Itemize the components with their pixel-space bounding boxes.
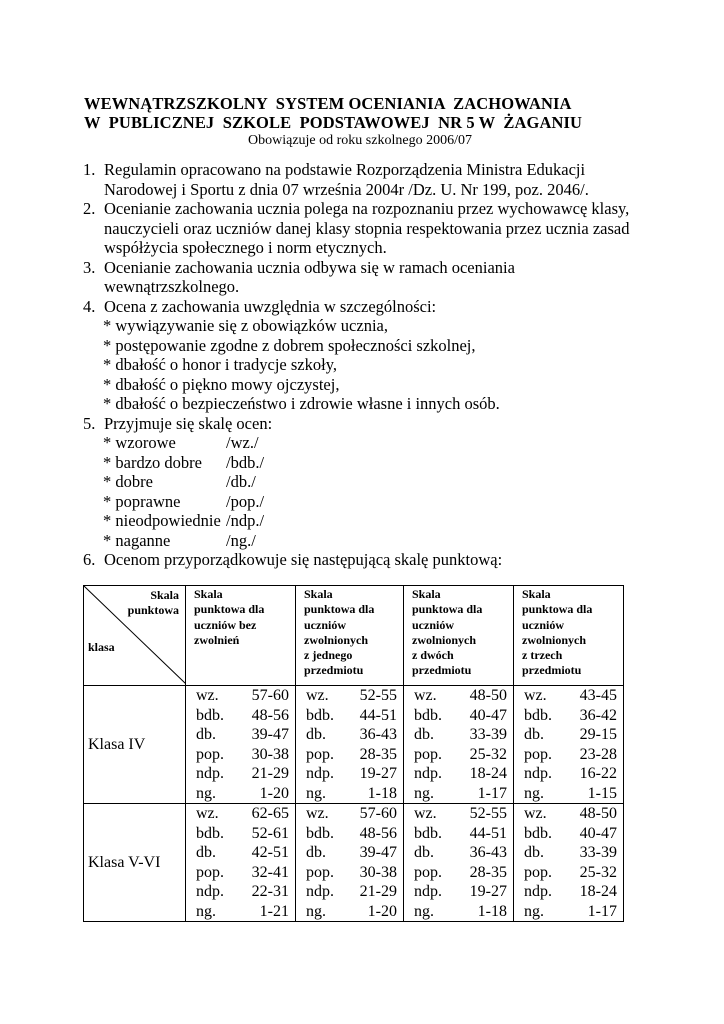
item-text: Ocenianie zachowania ucznia polega na rozpoznaniu przez wychowawcę klasy, nauczycieli oraz uczniów danej klasy stopnia respektowania przez ucznia zasad współżycia społecznego i norm etycznych.	[104, 199, 630, 257]
criteria-item: * dbałość o bezpieczeństwo i zdrowie własne i innych osób.	[103, 394, 500, 413]
header-line: Skala	[522, 587, 551, 601]
grade-abbr: ng.	[306, 902, 326, 920]
grade-row	[414, 764, 507, 784]
grade-points-cell	[404, 686, 514, 804]
grade-abbr: ng.	[414, 784, 434, 802]
scale-name: * poprawne	[103, 491, 181, 511]
grade-abbr: db.	[196, 844, 216, 861]
criteria-item: * dbałość o piękno mowy ojczystej,	[103, 374, 340, 394]
item-number: 1.	[83, 160, 96, 179]
grade-abbr: ndp.	[524, 765, 552, 782]
grade-abbr: ng.	[196, 784, 216, 802]
column-header	[296, 586, 404, 686]
grade-abbr: pop.	[196, 745, 224, 763]
grade-abbr: db.	[306, 844, 326, 861]
grade-range: 48-50	[469, 687, 507, 704]
grade-row	[306, 882, 397, 902]
scale-name: * naganne	[103, 530, 171, 550]
header-line: zwolnionych	[412, 632, 477, 647]
scale-item	[103, 472, 643, 492]
item-number: 4.	[83, 296, 96, 316]
grade-abbr: ng.	[196, 902, 216, 920]
regulation-item-6	[83, 550, 643, 570]
grade-range: 40-47	[579, 824, 617, 842]
grade-row	[306, 804, 397, 824]
grade-range: 33-39	[579, 844, 617, 861]
scale-item	[103, 433, 643, 453]
item-number: 3.	[83, 257, 96, 277]
grade-range: 21-29	[251, 765, 289, 782]
grade-row	[196, 843, 289, 863]
grade-points-cell	[404, 804, 514, 922]
regulation-item-4	[83, 297, 643, 317]
grade-abbr: bdb.	[414, 706, 442, 724]
grade-range: 40-47	[469, 706, 507, 724]
scale-name: * bardzo dobre	[103, 452, 202, 472]
item-text: Przyjmuje się skalę ocen:	[104, 413, 273, 433]
grade-row	[414, 843, 507, 863]
grade-abbr: ng.	[524, 784, 544, 802]
grade-abbr: ndp.	[414, 883, 442, 900]
grade-range: 52-55	[469, 805, 507, 822]
grade-points-cell	[296, 686, 404, 804]
grade-row	[524, 824, 617, 844]
header-line: zwolnionych	[304, 632, 369, 647]
corner-label-line: Skala	[150, 588, 179, 602]
grade-range: 42-51	[251, 844, 289, 861]
scale-abbr: /bdb./	[226, 452, 265, 472]
header-line: punktowa dla	[194, 602, 265, 617]
grade-abbr: pop.	[524, 745, 552, 763]
grade-abbr: wz.	[306, 805, 329, 822]
header-line: zwolnień	[194, 632, 240, 647]
table-corner-cell	[84, 586, 186, 686]
grade-range: 36-43	[359, 726, 397, 743]
grade-row	[196, 764, 289, 784]
grade-row	[196, 784, 289, 804]
grade-row	[196, 882, 289, 902]
grade-range: 48-50	[579, 805, 617, 822]
grade-row	[196, 902, 289, 922]
grade-range: 32-41	[251, 863, 289, 881]
grade-abbr: wz.	[196, 687, 219, 704]
grade-points-cell	[186, 804, 296, 922]
column-header	[514, 586, 624, 686]
grade-points-cell	[296, 804, 404, 922]
regulation-item-5	[83, 414, 643, 434]
grade-abbr: ng.	[306, 784, 326, 802]
grade-range: 52-55	[359, 687, 397, 704]
grade-abbr: db.	[524, 844, 544, 861]
grade-range: 1-17	[477, 784, 507, 802]
grade-row	[414, 804, 507, 824]
class-label: Klasa V-VI	[84, 804, 186, 922]
grade-range: 16-22	[579, 765, 617, 782]
grade-row	[524, 882, 617, 902]
grade-range: 62-65	[251, 805, 289, 822]
grade-row	[524, 902, 617, 922]
corner-label-line: punktowa	[127, 603, 179, 618]
header-line: uczniów	[522, 617, 564, 632]
grade-abbr: bdb.	[306, 706, 334, 724]
grade-abbr: wz.	[524, 687, 547, 704]
grade-abbr: ndp.	[306, 765, 334, 782]
item-text: Ocenianie zachowania ucznia odbywa się w ramach oceniania wewnątrzszkolnego.	[104, 257, 515, 296]
grade-abbr: wz.	[414, 805, 437, 822]
grade-row	[196, 745, 289, 765]
document-subtitle: Obowiązuje od roku szkolnego 2006/07	[248, 133, 472, 148]
header-line: punktowa dla	[304, 602, 375, 617]
grade-row	[306, 764, 397, 784]
item-text: Regulamin opracowano na podstawie Rozporządzenia Ministra Edukacji Narodowej i Sportu z dnia 07 września 2004r /Dz. U. Nr 199, poz. 2046/.	[104, 160, 589, 199]
grade-row	[414, 824, 507, 844]
item-number: 2.	[83, 199, 96, 218]
grade-row	[196, 824, 289, 844]
grade-abbr: pop.	[524, 863, 552, 881]
grade-row	[196, 863, 289, 883]
item-number: 6.	[83, 550, 96, 569]
grade-row	[414, 882, 507, 902]
grade-range: 25-32	[469, 745, 507, 763]
header-line: uczniów	[304, 617, 346, 632]
grade-range: 28-35	[359, 745, 397, 763]
grade-range: 21-29	[359, 883, 397, 900]
grade-range: 1-15	[587, 784, 617, 802]
grade-abbr: pop.	[414, 745, 442, 763]
grade-range: 52-61	[251, 824, 289, 842]
scale-item	[103, 492, 643, 512]
item-number: 5.	[83, 413, 96, 433]
grade-range: 25-32	[579, 863, 617, 881]
grade-row	[306, 706, 397, 726]
grade-row	[306, 784, 397, 804]
grade-abbr: pop.	[306, 745, 334, 763]
scale-abbr: /ndp./	[226, 511, 265, 530]
grade-row	[524, 843, 617, 863]
scale-abbr: /wz./	[226, 433, 259, 452]
grade-row	[524, 725, 617, 745]
table-row	[84, 804, 624, 922]
grade-row	[196, 686, 289, 706]
scale-name: * wzorowe	[103, 433, 176, 452]
grade-abbr: ndp.	[306, 883, 334, 900]
grade-abbr: ndp.	[196, 765, 224, 782]
grade-row	[306, 843, 397, 863]
regulation-item-3	[83, 258, 643, 297]
table-header-row	[84, 586, 624, 686]
grade-row	[196, 706, 289, 726]
grade-row	[306, 863, 397, 883]
grade-range: 28-35	[469, 863, 507, 881]
header-line: uczniów	[412, 617, 454, 632]
grade-abbr: db.	[524, 726, 544, 743]
header-line: Skala	[304, 587, 333, 601]
grade-abbr: ng.	[524, 902, 544, 920]
criteria-item: * wywiązywanie się z obowiązków ucznia,	[103, 316, 388, 335]
grade-row	[306, 902, 397, 922]
grade-row	[306, 824, 397, 844]
grade-row	[414, 706, 507, 726]
scale-abbr: /ng./	[226, 530, 256, 550]
grade-range: 36-42	[579, 706, 617, 724]
grade-row	[306, 745, 397, 765]
grade-range: 33-39	[469, 726, 507, 743]
grade-range: 30-38	[359, 863, 397, 881]
grade-abbr: bdb.	[196, 824, 224, 842]
header-line: z dwóch	[412, 648, 454, 663]
grade-row	[196, 725, 289, 745]
grade-range: 1-17	[587, 902, 617, 920]
grade-range: 1-18	[477, 902, 507, 920]
grade-row	[524, 863, 617, 883]
grade-range: 39-47	[251, 726, 289, 743]
grade-abbr: pop.	[196, 863, 224, 881]
grade-row	[414, 784, 507, 804]
header-line: uczniów bez	[194, 617, 257, 632]
scale-name: * dobre	[103, 472, 153, 491]
grade-row	[524, 804, 617, 824]
document-title-line-1: WEWNĄTRZSZKOLNY SYSTEM OCENIANIA ZACHOWANIA	[84, 94, 572, 113]
grade-range: 19-27	[359, 765, 397, 782]
grade-range: 48-56	[251, 706, 289, 724]
grade-abbr: ndp.	[524, 883, 552, 900]
grade-abbr: wz.	[524, 805, 547, 822]
document-title-line-2: W PUBLICZNEJ SZKOLE PODSTAWOWEJ NR 5 W ŻAGANIU	[84, 113, 583, 132]
grade-row	[414, 725, 507, 745]
grade-row	[414, 863, 507, 883]
grade-range: 18-24	[579, 883, 617, 900]
header-line: punktowa dla	[412, 602, 483, 617]
grade-row	[524, 686, 617, 706]
criteria-item: * dbałość o honor i tradycje szkoły,	[103, 355, 337, 374]
grade-range: 30-38	[251, 745, 289, 763]
grade-row	[414, 686, 507, 706]
grade-points-cell	[514, 804, 624, 922]
grade-range: 29-15	[579, 726, 617, 743]
corner-label-top	[128, 588, 179, 619]
grade-range: 1-18	[367, 784, 397, 802]
grade-range: 43-45	[579, 687, 617, 704]
grade-row	[524, 764, 617, 784]
grade-range: 18-24	[469, 765, 507, 782]
grade-range: 1-20	[259, 784, 289, 802]
grade-range: 48-56	[359, 824, 397, 842]
grade-range: 57-60	[251, 687, 289, 704]
criteria-item: * postępowanie zgodne z dobrem społeczności szkolnej,	[103, 335, 476, 355]
grade-abbr: bdb.	[306, 824, 334, 842]
grade-row	[196, 804, 289, 824]
grade-abbr: db.	[414, 726, 434, 743]
grade-abbr: bdb.	[414, 824, 442, 842]
column-header	[186, 586, 296, 686]
scale-item	[103, 453, 643, 473]
grade-abbr: db.	[306, 726, 326, 743]
grade-row	[524, 745, 617, 765]
header-line: przedmiotu	[412, 663, 472, 678]
grade-abbr: wz.	[414, 687, 437, 704]
grade-row	[524, 784, 617, 804]
grade-range: 39-47	[359, 844, 397, 861]
grade-range: 1-20	[367, 902, 397, 920]
grade-range: 19-27	[469, 883, 507, 900]
header-line: Skala	[412, 587, 441, 601]
grade-range: 1-21	[259, 902, 289, 920]
scale-item	[103, 531, 643, 551]
grade-abbr: bdb.	[524, 706, 552, 724]
grade-abbr: db.	[196, 726, 216, 743]
regulation-item-1	[83, 160, 643, 199]
scale-abbr: /pop./	[226, 491, 265, 511]
header-line: z jednego	[304, 648, 353, 663]
grade-points-cell	[514, 686, 624, 804]
grade-row	[524, 706, 617, 726]
grade-row	[414, 902, 507, 922]
regulation-item-2	[83, 199, 643, 258]
grade-row	[414, 745, 507, 765]
scale-abbr: /db./	[226, 472, 256, 491]
grade-range: 44-51	[359, 706, 397, 724]
grade-range: 22-31	[251, 883, 289, 900]
column-header	[404, 586, 514, 686]
header-line: przedmiotu	[522, 663, 582, 678]
class-label: Klasa IV	[84, 686, 186, 804]
grade-abbr: bdb.	[524, 824, 552, 842]
points-scale-table	[83, 585, 624, 922]
header-line: punktowa dla	[522, 602, 593, 617]
grade-abbr: pop.	[414, 863, 442, 881]
item-text: Ocenom przyporządkowuje się następującą skalę punktową:	[104, 550, 503, 569]
table-row	[84, 686, 624, 804]
item-text: Ocena z zachowania uwzględnia w szczególności:	[104, 296, 437, 316]
grade-abbr: wz.	[306, 687, 329, 704]
grade-abbr: ndp.	[196, 883, 224, 900]
grade-abbr: ndp.	[414, 765, 442, 782]
grade-abbr: db.	[414, 844, 434, 861]
regulation-body	[83, 160, 643, 570]
scale-name: * nieodpowiednie	[103, 511, 221, 530]
scale-item	[103, 511, 643, 531]
grade-range: 57-60	[359, 805, 397, 822]
grade-abbr: pop.	[306, 863, 334, 881]
grade-abbr: bdb.	[196, 706, 224, 724]
corner-label-bottom: klasa	[88, 640, 115, 654]
grade-range: 23-28	[579, 745, 617, 763]
grade-points-cell	[186, 686, 296, 804]
grade-row	[306, 725, 397, 745]
grade-abbr: ng.	[414, 902, 434, 920]
grade-abbr: wz.	[196, 805, 219, 822]
grade-range: 44-51	[469, 824, 507, 842]
header-line: zwolnionych	[522, 632, 587, 647]
grade-range: 36-43	[469, 844, 507, 861]
header-line: przedmiotu	[304, 663, 364, 678]
header-line: Skala	[194, 587, 223, 601]
header-line: z trzech	[522, 648, 563, 663]
grade-row	[306, 686, 397, 706]
